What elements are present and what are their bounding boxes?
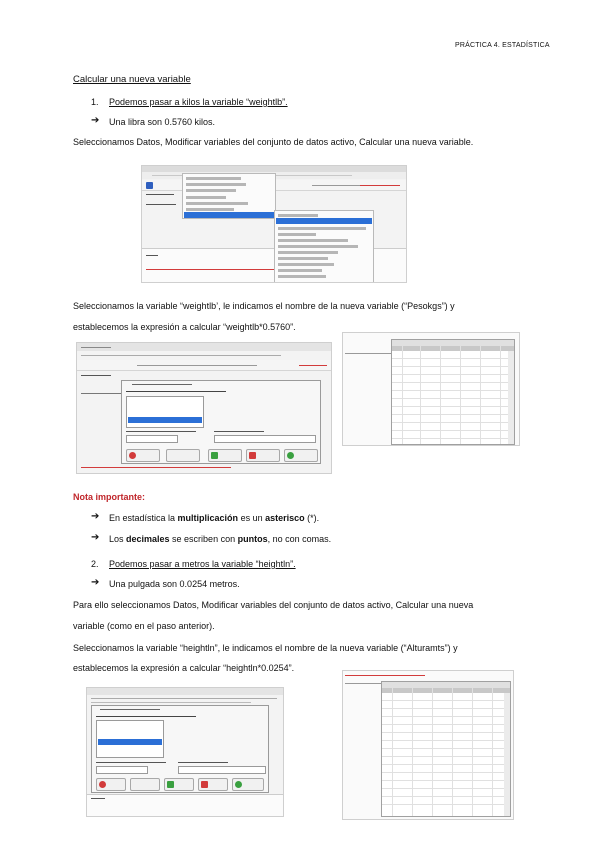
note-bullet-1: En estadística la multiplicación es un asterisco (*).	[109, 513, 320, 523]
right-arrow-icon: ➔	[91, 115, 100, 126]
screenshot-menu-calcular	[141, 165, 407, 283]
paragraph-3-line-1: Para ello seleccionamos Datos, Modificar variables del conjunto de datos activo, Calcular una nueva	[73, 600, 474, 610]
bullet-2: Una pulgada son 0.0254 metros.	[109, 579, 240, 589]
screenshot-dialog-alturamts	[86, 687, 284, 817]
paragraph-2-line-1: Seleccionamos la variable “weightlb’, le indicamos el nombre de la nueva variable (“Pesokgs”) y	[73, 301, 455, 311]
step-1-number: 1.	[91, 97, 99, 107]
bullet-1: Una libra son 0.5760 kilos.	[109, 117, 216, 127]
right-arrow-icon: ➔	[91, 511, 100, 522]
paragraph-1: Seleccionamos Datos, Modificar variables del conjunto de datos activo, Calcular una nueva variable.	[73, 137, 474, 147]
screenshot-data-grid-2	[342, 670, 514, 820]
screenshot-data-grid-1	[342, 332, 520, 446]
right-arrow-icon: ➔	[91, 577, 100, 588]
running-header: PRÁCTICA 4. ESTADÍSTICA	[455, 42, 550, 49]
section-title: Calcular una nueva variable	[73, 74, 191, 85]
step-1-text: Podemos pasar a kilos la variable “weightlb”.	[109, 97, 288, 107]
paragraph-3-line-2: variable (como en el paso anterior).	[73, 621, 215, 631]
note-heading: Nota importante:	[73, 492, 145, 502]
paragraph-4-line-2: establecemos la expresión a calcular “heightln*0.0254”.	[73, 663, 295, 673]
note-bullet-2: Los decimales se escriben con puntos, no con comas.	[109, 534, 332, 544]
step-2-text: Podemos pasar a metros la variable “heightln”.	[109, 559, 296, 569]
screenshot-dialog-pesokgs	[76, 342, 332, 474]
right-arrow-icon: ➔	[91, 532, 100, 543]
paragraph-2-line-2: establecemos la expresión a calcular “weightlb*0.5760”.	[73, 322, 296, 332]
paragraph-4-line-1: Seleccionamos la variable “heightln”, le indicamos el nombre de la nueva variable (“Alturamts”) y	[73, 643, 458, 653]
step-2-number: 2.	[91, 559, 99, 569]
